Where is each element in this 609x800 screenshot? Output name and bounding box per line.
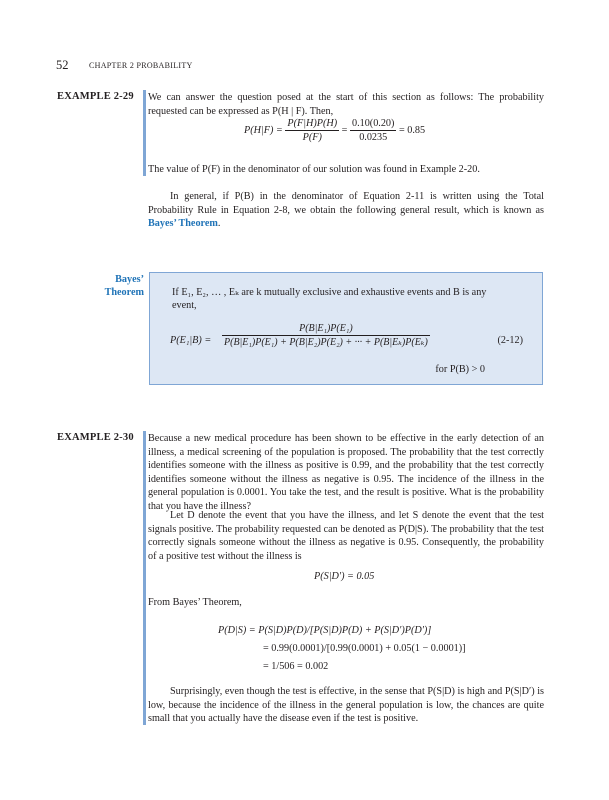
example-2-30-equation-2-line-3: = 1/506 = 0.002: [263, 661, 329, 672]
example-2-30-paragraph-1: Because a new medical procedure has been shown to be effective in the early detection of an illness, a medical screening of the population is proposed. The probability that the test correctly identifies someone with the illness as positive is 0.99, and the probability that the test correctly identifies someone without the illness as negative is 0.95. The incidence of the illness in the general population is 0.0001. You take the test, and the result is positive. What is the probability that you have the illness?: [148, 433, 544, 512]
theorem-condition: for P(B) > 0: [435, 364, 485, 375]
example-2-29-equation: P(H|F) = $\frac{P(F|H)P(H)}{P(F)}$ = $\frac{0.10(0.20)}{0.0235}$ = 0.85: [244, 118, 426, 143]
theorem-lhs: P(E₁|B) =: [170, 335, 212, 346]
theorem-fraction: [222, 323, 430, 348]
theorem-denominator: P(B|E₁)P(E₁) + P(B|E₂)P(E₂) + ··· + P(B|Eₖ)P(Eₖ): [224, 337, 428, 348]
example-2-30-equation-2-line-2: = 0.99(0.0001)/[0.99(0.0001) + 0.05(1 − 0.0001)]: [263, 643, 466, 654]
equation-number: (2-12): [497, 335, 523, 346]
example-2-29-label: EXAMPLE 2-29: [57, 91, 134, 102]
bayes-theorem-term: Bayes’ Theorem: [148, 218, 218, 229]
theorem-numerator: P(B|E₁)P(E₁): [222, 323, 430, 336]
margin-term-bayes-theorem: Bayes’ Theorem: [104, 274, 144, 298]
general-result-paragraph: In general, if P(B) in the denominator of Equation 2-11 is written using the Total Probability Rule in Equation 2-8, we obtain the following general result, which is known as Bayes’ Theorem.: [148, 191, 544, 229]
example-2-30-label: EXAMPLE 2-30: [57, 432, 134, 443]
example-2-29-rule: [143, 90, 146, 176]
example-2-30-paragraph-2: Let D denote the event that you have the illness, and let S denote the event that the test signals positive. The probability requested can be denoted as P(D|S). The probability that the test correctly signals someone without the illness as negative is 0.95. Consequently, the probability of a positive test without the illness is: [148, 510, 544, 562]
bayes-theorem-box: [149, 272, 543, 385]
example-2-29-after: The value of P(F) in the denominator of our solution was found in Example 2-20.: [148, 164, 480, 175]
theorem-intro: If E₁, E₂, … , Eₖ are k mutually exclusive and exhaustive events and B is any event,: [172, 287, 487, 311]
from-bayes-label: From Bayes’ Theorem,: [148, 597, 242, 608]
example-2-30-equation-1: P(S|D′) = 0.05: [314, 571, 375, 582]
chapter-title: CHAPTER 2 PROBABILITY: [89, 61, 193, 70]
example-2-30-paragraph-3: Surprisingly, even though the test is effective, in the sense that P(S|D) is high and P(S|D′) is low, because the incidence of the illness in the general population is low, the chances are quite small that you actually have the disease even if the test is positive.: [148, 686, 544, 724]
example-2-30-equation-2-line-1: P(D|S) = P(S|D)P(D)/[P(S|D)P(D) + P(S|D′)P(D′)]: [218, 625, 432, 636]
example-2-29-intro: We can answer the question posed at the start of this section as follows: The probability requested can be expressed as P(H | F). Then,: [148, 92, 544, 117]
example-2-30-rule: [143, 431, 146, 725]
page-number: 52: [56, 58, 69, 72]
